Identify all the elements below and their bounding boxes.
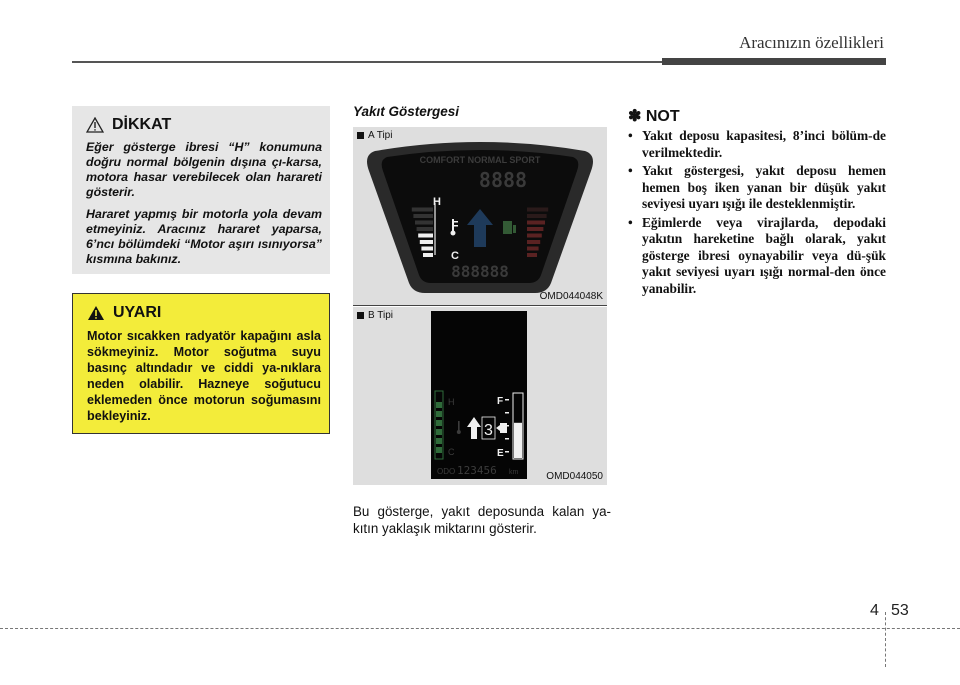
- fuel-segment: [527, 253, 537, 257]
- caution-title: DİKKAT: [112, 116, 172, 133]
- temp-b-segment: [436, 447, 442, 453]
- temp-b-segment: [436, 420, 442, 426]
- cluster-b-illustration: [353, 307, 607, 485]
- temp-segment: [415, 221, 433, 225]
- gauge-b-hot-label: H: [448, 397, 455, 407]
- caution-box: [72, 106, 330, 274]
- fuel-segment: [527, 214, 547, 218]
- figure-a-code: OMD044048K: [539, 291, 603, 302]
- caution-paragraph-2: Hararet yapmış bir motorla yola devam etmeyiniz. Aracınız hararet yaparsa, 6’ncı bölümdeki “Motor aşırı ısınıyorsa” kısmına bakınız.: [86, 207, 322, 266]
- fuel-segment: [527, 221, 545, 225]
- page-chapter-number: 4: [870, 602, 879, 619]
- warning-header: [87, 304, 321, 322]
- gauge-a-cold-label: C: [451, 250, 459, 262]
- temp-segment: [417, 227, 433, 231]
- caution-header: [86, 116, 322, 134]
- note-title: ✽ NOT: [628, 108, 680, 125]
- gauge-b-cold-label: C: [448, 447, 455, 457]
- temp-segment: [418, 234, 433, 238]
- fuel-segment: [527, 208, 548, 212]
- gauge-a-hot-label: H: [433, 196, 441, 208]
- warning-triangle-icon: [87, 305, 105, 321]
- footer-dashed-rule: [0, 628, 960, 629]
- figure-a: [353, 127, 607, 305]
- odo-label: ODO: [437, 467, 456, 476]
- cluster-a-digits-bottom: 888888: [451, 262, 509, 281]
- note-item-2: • Yakıt göstergesi, yakıt deposu hemen hemen boş iken yanan bir düşük yakıt seviyesi uyarı ışığı ile desteklenmiştir.: [628, 163, 886, 213]
- fuel-b-full-label: F: [497, 396, 504, 407]
- caution-paragraph-1: Eğer gösterge ibresi “H” konumuna doğru normal bölgenin dışına çı-karsa, motora hasar verebilecek olan harareti gösterir.: [86, 140, 322, 199]
- cluster-a-digits-top: 8888: [478, 168, 528, 192]
- figure-separator: [353, 305, 607, 306]
- figure-b: [353, 307, 607, 485]
- footer-vertical-rule: [885, 612, 886, 667]
- temp-b-segment: [436, 402, 442, 408]
- temp-segment: [420, 240, 433, 244]
- odo-value: 123456: [457, 464, 497, 477]
- gear-b-number: 3: [484, 422, 493, 439]
- warning-title: UYARI: [113, 304, 162, 321]
- note-list: [628, 128, 886, 299]
- fuel-segment: [527, 247, 539, 251]
- cluster-a-illustration: [353, 127, 607, 305]
- fuel-segment: [527, 240, 540, 244]
- section-body: Bu gösterge, yakıt deposunda kalan ya-kıtın yaklaşık miktarını gösterir.: [353, 504, 611, 536]
- cluster-a-mode-text: COMFORT NORMAL SPORT: [419, 155, 541, 165]
- temp-segment: [413, 214, 433, 218]
- warning-text: Motor sıcakken radyatör kapağını asla sökmeyiniz. Motor soğutma suyu basınç altındadır ve ciddi ya-nıklara neden olabilir. Hazneye soğutucu eklemeden önce motorun soğumasını bekleyiniz.: [87, 329, 321, 423]
- temp-b-segment: [436, 438, 442, 444]
- figure-a-tag-label: A Tipi: [368, 130, 393, 141]
- section-title: Yakıt Göstergesi: [353, 104, 460, 119]
- fuel-b-empty-label: E: [497, 448, 504, 459]
- note-item-3: • Eğimlerde veya virajlarda, depodaki yakıtın hareketine bağlı olarak, yakıt gösterge ibresi oynayabilir veya dü-şük yakıt seviyesi uyarı ışığı normal-den önce yanabilir.: [628, 215, 886, 298]
- caution-triangle-icon: [86, 117, 104, 133]
- temp-segment: [421, 247, 433, 251]
- temp-b-segment: [436, 429, 442, 435]
- odo-unit: km: [509, 469, 519, 476]
- temp-segment: [423, 253, 433, 257]
- figure-b-code: OMD044050: [546, 471, 603, 482]
- header-rule: [72, 61, 662, 63]
- page-number: 53: [891, 602, 909, 619]
- header-title: Aracınızın özellikleri: [739, 33, 884, 52]
- fuel-segment: [527, 234, 542, 238]
- figure-b-tag-label: B Tipi: [368, 310, 394, 321]
- temp-b-segment: [436, 411, 442, 417]
- header-bar: [662, 58, 886, 65]
- note-item-1: • Yakıt deposu kapasitesi, 8’inci bölüm-de verilmektedir.: [628, 128, 886, 161]
- temp-segment: [412, 208, 433, 212]
- fuel-segment: [527, 227, 543, 231]
- warning-box: [72, 293, 330, 434]
- fuel-b-bar-fill: [514, 423, 522, 458]
